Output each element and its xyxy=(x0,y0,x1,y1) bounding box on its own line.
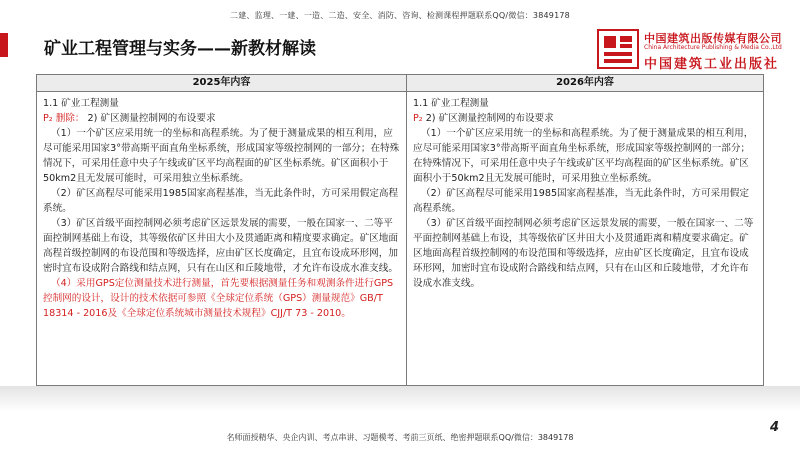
slide-shadow xyxy=(0,386,800,412)
publisher-emblem-icon xyxy=(596,28,640,70)
paragraph-1: （1）一个矿区应采用统一的坐标和高程系统。为了便于测量成果的相互利用，应尽可能采用国家3°带高斯平面直角坐标系统，形成国家等级控制网的一部分；在特殊情况下，可采用任意中央子午线或矿区平均高程面的矿区坐标系统。矿区面积小于50km2且无发展可能时，可采用独立坐标系统。 xyxy=(43,128,400,184)
page-number: 4 xyxy=(770,420,780,435)
bottom-contact-note: 名师面授精华、央企内训、考点串讲、习题模考、考前三页纸、绝密押题联系QQ/微信：3849178 xyxy=(226,433,574,442)
page-title: 矿业工程管理与实务——新教材解读 xyxy=(44,39,316,59)
column-body-2026 xyxy=(407,92,763,291)
top-contact-note: 二建、监理、一建、一造、二造、安全、消防、咨询、检测课程押题联系QQ/微信：3849178 xyxy=(230,11,570,20)
delete-label: 删除： xyxy=(55,113,85,124)
paragraph-3: （3）矿区首级平面控制网必须考虑矿区远景发展的需要，一般在国家一、二等平面控制网基础上布设，其等级依矿区井田大小及贯通距离和精度要求确定。矿区地面高程首级控制网的布设范围和等级选择，应由矿区长度确定，且宜布设成环形网，加密时宜布设成附合路线和结点网，只有在山区和丘陵地带，才允许布设成水准支线。 xyxy=(413,218,754,289)
subsection-line xyxy=(413,111,757,126)
column-2026 xyxy=(407,75,763,385)
column-2025 xyxy=(37,75,407,385)
paragraph-3: （3）矿区首级平面控制网必须考虑矿区远景发展的需要，一般在国家一、二等平面控制网基础上布设，其等级依矿区井田大小及贯通距离和精度要求确定。矿区地面高程首级控制网的布设范围和等级选择，应由矿区长度确定，且宜布设成环形网，加密时宜布设成附合路线和结点网，只有在山区和丘陵地带，才允许布设成水准支线。 xyxy=(43,218,398,274)
comparison-table xyxy=(36,74,764,386)
paragraph-1: （1）一个矿区应采用统一的坐标和高程系统。为了便于测量成果的相互利用，应尽可能采用国家3°带高斯平面直角坐标系统，形成国家等级控制网的一部分；在特殊情况下，可采用任意中央子午线或矿区平均高程面的矿区坐标系统。矿区面积小于50km2且无发展可能时，可采用独立坐标系统。 xyxy=(413,128,754,184)
paragraph-2: （2）矿区高程尽可能采用1985国家高程基准，当无此条件时，方可采用假定高程系统。 xyxy=(43,188,399,214)
subsection-title: 2) 矿区测量控制网的布设要求 xyxy=(425,113,554,124)
column-body-2025 xyxy=(37,92,406,321)
publisher-name-cn: 中国建筑出版传媒有限公司 xyxy=(644,32,782,45)
column-header-2025: 2025年内容 xyxy=(37,75,406,92)
page-marker: P₂ xyxy=(413,113,423,124)
title-accent-bar xyxy=(0,33,8,57)
publisher-name-en: China Architecture Publishing & Media Co.,Ltd xyxy=(644,44,782,51)
section-heading: 1.1 矿业工程测量 xyxy=(413,98,489,109)
publisher-logo xyxy=(596,26,786,74)
paragraph-4-deleted: （4）采用GPS定位测量技术进行测量，首先要根据测量任务和观测条件进行GPS控制网的设计，设计的技术依据可参照《全球定位系统（GPS）测量规范》GB/T 18314 - 2016及《全球定位系统城市测量技术规程》CJJ/T 73 - 2010。 xyxy=(43,278,394,319)
page-marker: P₂ xyxy=(43,113,53,124)
section-heading: 1.1 矿业工程测量 xyxy=(43,98,119,109)
subsection-line xyxy=(43,111,400,126)
subsection-title: 2) 矿区测量控制网的布设要求 xyxy=(87,113,216,124)
paragraph-2: （2）矿区高程尽可能采用1985国家高程基准，当无此条件时，方可采用假定高程系统。 xyxy=(413,188,749,214)
publisher-calligraphy: 中国建筑工业出版社 xyxy=(644,57,780,72)
column-header-2026: 2026年内容 xyxy=(407,75,763,92)
